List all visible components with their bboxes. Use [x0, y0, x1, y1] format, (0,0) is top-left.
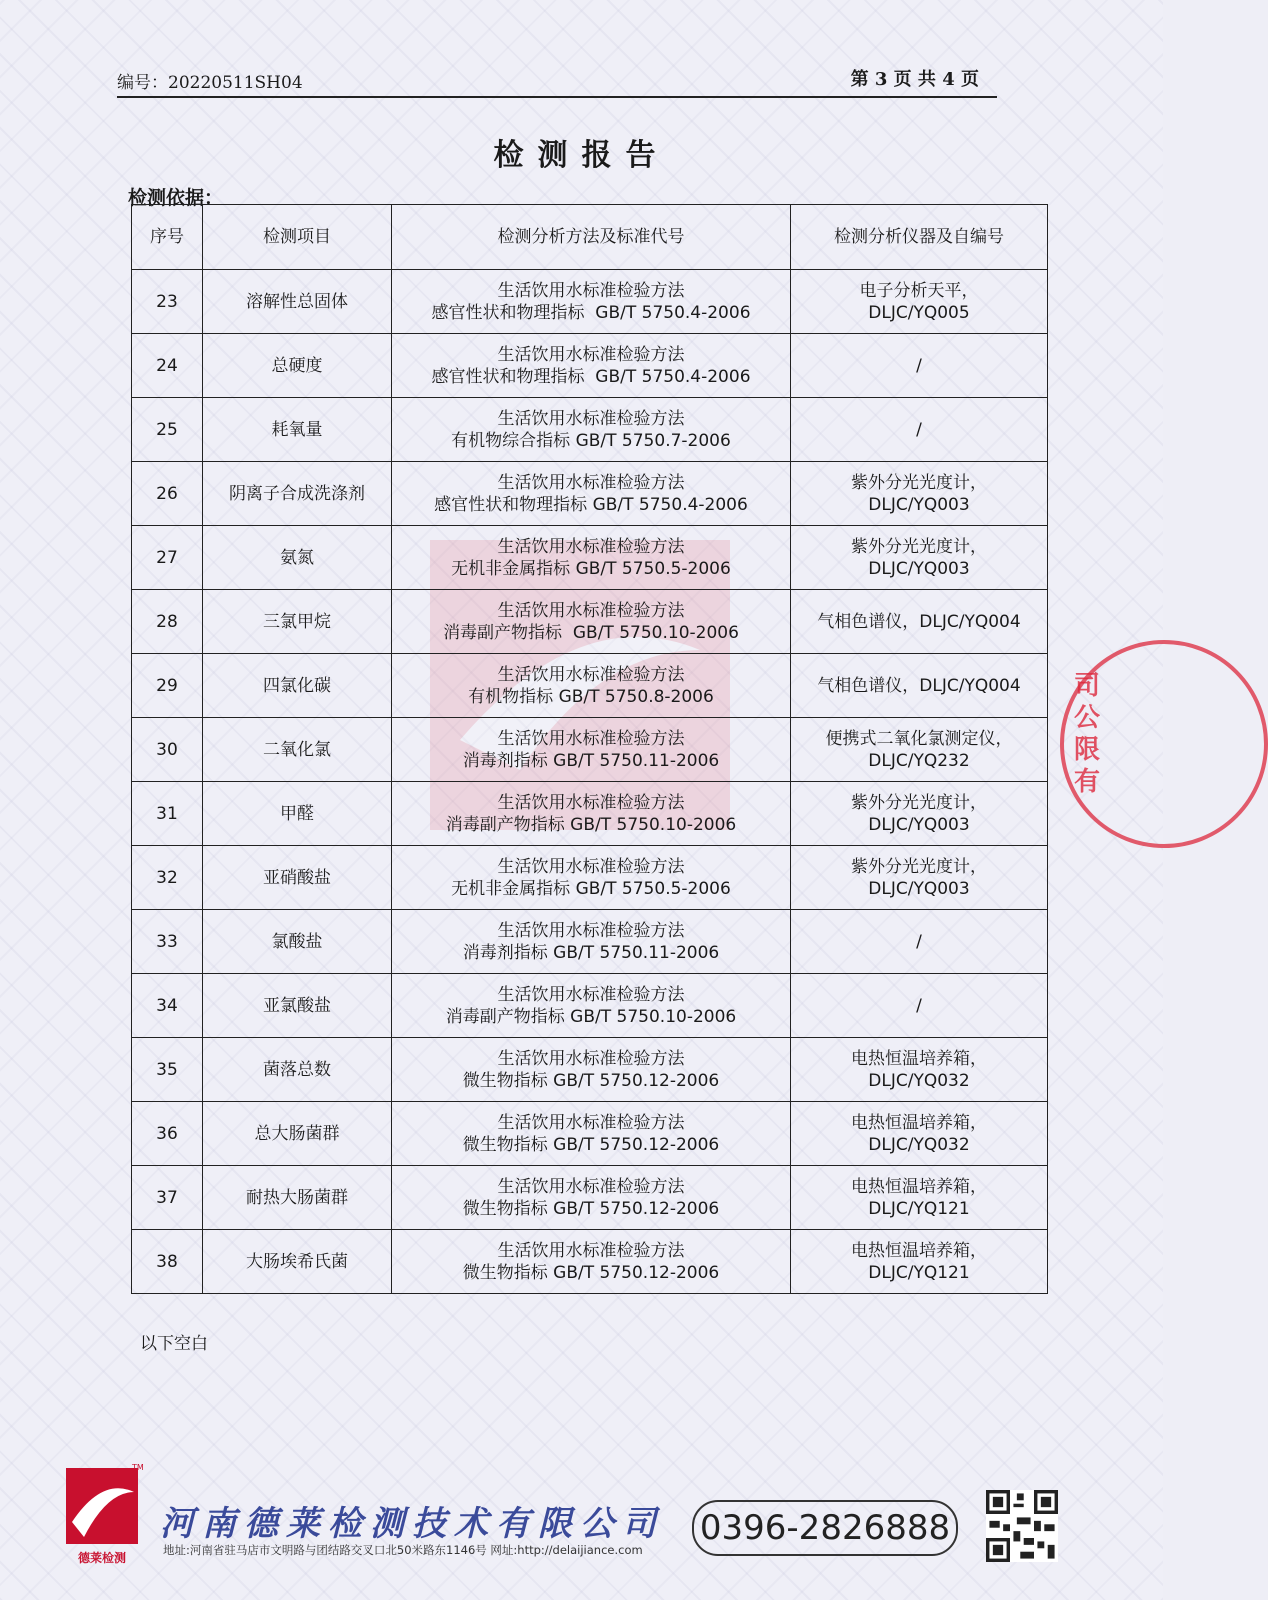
- method-line-1: 生活饮用水标准检验方法: [497, 728, 685, 749]
- company-stamp: [1060, 640, 1180, 840]
- method-line-1: 生活饮用水标准检验方法: [497, 984, 685, 1005]
- row-number: 26: [132, 462, 203, 526]
- method-line-1: 生活饮用水标准检验方法: [497, 856, 685, 877]
- method-line-1: 生活饮用水标准检验方法: [497, 1112, 685, 1133]
- table-header-row: [132, 205, 1048, 270]
- row-instrument: [791, 718, 1048, 782]
- instrument-line-1: 紫外分光光度计，: [851, 856, 987, 877]
- method-line-1: 生活饮用水标准检验方法: [497, 536, 685, 557]
- row-method: [392, 846, 791, 910]
- row-number: 29: [132, 654, 203, 718]
- row-item: 四氯化碳: [203, 654, 392, 718]
- row-instrument: [791, 526, 1048, 590]
- row-number: 27: [132, 526, 203, 590]
- method-line-2: 微生物指标 GB/T 5750.12-2006: [462, 1070, 720, 1091]
- method-line-2: 微生物指标 GB/T 5750.12-2006: [462, 1198, 720, 1219]
- method-line-2: 感官性状和物理指标 GB/T 5750.4-2006: [431, 366, 751, 387]
- table-row: [132, 398, 1048, 462]
- row-item: 总硬度: [203, 334, 392, 398]
- row-number: 38: [132, 1230, 203, 1294]
- row-item: 氯酸盐: [203, 910, 392, 974]
- delai-logo-icon: [62, 1462, 142, 1547]
- row-instrument: [791, 590, 1048, 654]
- method-line-2: 无机非金属指标 GB/T 5750.5-2006: [451, 878, 731, 899]
- test-basis-table: [131, 204, 1048, 1294]
- instrument-line-2: DLJC/YQ121: [868, 1198, 970, 1219]
- table-row: [132, 654, 1048, 718]
- method-line-1: 生活饮用水标准检验方法: [497, 1240, 685, 1261]
- method-line-1: 生活饮用水标准检验方法: [497, 1048, 685, 1069]
- instrument-line-1: /: [916, 995, 922, 1016]
- table-row: [132, 846, 1048, 910]
- method-line-1: 生活饮用水标准检验方法: [497, 344, 685, 365]
- header-item: 检测项目: [203, 205, 392, 270]
- row-method: [392, 718, 791, 782]
- row-number: 36: [132, 1102, 203, 1166]
- row-method: [392, 590, 791, 654]
- qr-code-icon: [986, 1490, 1058, 1562]
- row-method: [392, 526, 791, 590]
- report-title: 检测报告: [493, 138, 670, 173]
- method-line-2: 消毒副产物指标 GB/T 5750.10-2006: [443, 622, 739, 643]
- page-number: 第 3 页 共 4 页: [850, 69, 979, 90]
- row-number: 30: [132, 718, 203, 782]
- row-method: [392, 910, 791, 974]
- instrument-line-2: DLJC/YQ032: [868, 1070, 970, 1091]
- instrument-line-2: DLJC/YQ005: [868, 302, 970, 323]
- page-header: [117, 66, 997, 98]
- instrument-line-1: 紫外分光光度计，: [851, 472, 987, 493]
- table-body: [132, 270, 1048, 1294]
- instrument-line-2: DLJC/YQ003: [868, 558, 970, 579]
- row-number: 28: [132, 590, 203, 654]
- company-name: 河南德莱检测技术有限公司: [160, 1504, 664, 1544]
- instrument-line-1: 气相色谱仪，DLJC/YQ004: [817, 611, 1021, 632]
- row-number: 33: [132, 910, 203, 974]
- table-row: [132, 1038, 1048, 1102]
- stamp-text: 司公限有: [1074, 671, 1101, 797]
- method-line-1: 生活饮用水标准检验方法: [497, 408, 685, 429]
- instrument-line-1: 气相色谱仪，DLJC/YQ004: [817, 675, 1021, 696]
- instrument-line-1: 电子分析天平，: [859, 280, 979, 301]
- row-instrument: [791, 462, 1048, 526]
- row-method: [392, 270, 791, 334]
- row-instrument: [791, 1230, 1048, 1294]
- row-number: 34: [132, 974, 203, 1038]
- instrument-line-1: 便携式二氧化氯测定仪，: [825, 728, 1013, 749]
- header-method: 检测分析方法及标准代号: [392, 205, 791, 270]
- row-instrument: [791, 654, 1048, 718]
- company-phone: 0396-2826888: [692, 1500, 958, 1556]
- row-method: [392, 782, 791, 846]
- table-row: [132, 782, 1048, 846]
- method-line-2: 感官性状和物理指标 GB/T 5750.4-2006: [431, 302, 751, 323]
- instrument-line-1: 紫外分光光度计，: [851, 792, 987, 813]
- row-item: 溶解性总固体: [203, 270, 392, 334]
- table-row: [132, 462, 1048, 526]
- method-line-1: 生活饮用水标准检验方法: [497, 664, 685, 685]
- row-item: 菌落总数: [203, 1038, 392, 1102]
- row-item: 氨氮: [203, 526, 392, 590]
- instrument-line-2: DLJC/YQ032: [868, 1134, 970, 1155]
- row-instrument: [791, 398, 1048, 462]
- method-line-2: 有机物指标 GB/T 5750.8-2006: [468, 686, 714, 707]
- method-line-1: 生活饮用水标准检验方法: [497, 472, 685, 493]
- row-number: 32: [132, 846, 203, 910]
- method-line-2: 消毒剂指标 GB/T 5750.11-2006: [462, 750, 720, 771]
- row-method: [392, 974, 791, 1038]
- method-line-2: 微生物指标 GB/T 5750.12-2006: [462, 1262, 720, 1283]
- blank-note: 以下空白: [140, 1334, 208, 1354]
- row-item: 耐热大肠菌群: [203, 1166, 392, 1230]
- method-line-1: 生活饮用水标准检验方法: [497, 920, 685, 941]
- row-instrument: [791, 1038, 1048, 1102]
- row-number: 35: [132, 1038, 203, 1102]
- row-number: 25: [132, 398, 203, 462]
- instrument-line-1: 电热恒温培养箱，: [851, 1112, 987, 1133]
- instrument-line-1: 电热恒温培养箱，: [851, 1240, 987, 1261]
- row-number: 23: [132, 270, 203, 334]
- table-row: [132, 718, 1048, 782]
- row-instrument: [791, 974, 1048, 1038]
- row-instrument: [791, 910, 1048, 974]
- instrument-line-1: /: [916, 931, 922, 952]
- basis-label: 检测依据：: [128, 187, 224, 209]
- row-method: [392, 1102, 791, 1166]
- row-instrument: [791, 846, 1048, 910]
- row-number: 24: [132, 334, 203, 398]
- company-address: 地址:河南省驻马店市文明路与团结路交叉口北50米路东1146号 网址:http://delaijiance.com: [163, 1543, 643, 1557]
- method-line-1: 生活饮用水标准检验方法: [497, 792, 685, 813]
- method-line-2: 无机非金属指标 GB/T 5750.5-2006: [451, 558, 731, 579]
- instrument-line-1: 电热恒温培养箱，: [851, 1176, 987, 1197]
- row-method: [392, 398, 791, 462]
- row-item: 总大肠菌群: [203, 1102, 392, 1166]
- method-line-1: 生活饮用水标准检验方法: [497, 1176, 685, 1197]
- table-row: [132, 270, 1048, 334]
- row-method: [392, 1230, 791, 1294]
- header-no: 序号: [132, 205, 203, 270]
- footer-logo-label: 德莱检测: [77, 1551, 126, 1565]
- method-line-2: 感官性状和物理指标 GB/T 5750.4-2006: [434, 494, 748, 515]
- method-line-2: 消毒副产物指标 GB/T 5750.10-2006: [445, 1006, 737, 1027]
- row-method: [392, 1166, 791, 1230]
- row-instrument: [791, 1166, 1048, 1230]
- instrument-line-2: DLJC/YQ003: [868, 878, 970, 899]
- method-line-1: 生活饮用水标准检验方法: [497, 280, 685, 301]
- table-row: [132, 590, 1048, 654]
- instrument-line-1: 紫外分光光度计，: [851, 536, 987, 557]
- method-line-1: 生活饮用水标准检验方法: [497, 600, 685, 621]
- row-instrument: [791, 270, 1048, 334]
- instrument-line-2: DLJC/YQ232: [868, 750, 970, 771]
- method-line-2: 微生物指标 GB/T 5750.12-2006: [462, 1134, 720, 1155]
- table-row: [132, 974, 1048, 1038]
- row-number: 31: [132, 782, 203, 846]
- row-method: [392, 654, 791, 718]
- row-item: 亚氯酸盐: [203, 974, 392, 1038]
- row-item: 耗氧量: [203, 398, 392, 462]
- row-method: [392, 1038, 791, 1102]
- row-instrument: [791, 782, 1048, 846]
- table-row: [132, 1230, 1048, 1294]
- instrument-line-1: 电热恒温培养箱，: [851, 1048, 987, 1069]
- row-method: [392, 334, 791, 398]
- row-number: 37: [132, 1166, 203, 1230]
- table-row: [132, 526, 1048, 590]
- row-item: 大肠埃希氏菌: [203, 1230, 392, 1294]
- row-item: 三氯甲烷: [203, 590, 392, 654]
- svg-text:TM: TM: [132, 1463, 144, 1472]
- table-row: [132, 1102, 1048, 1166]
- row-item: 甲醛: [203, 782, 392, 846]
- instrument-line-2: DLJC/YQ003: [868, 814, 970, 835]
- method-line-2: 消毒副产物指标 GB/T 5750.10-2006: [445, 814, 737, 835]
- instrument-line-2: DLJC/YQ121: [868, 1262, 970, 1283]
- row-instrument: [791, 1102, 1048, 1166]
- table-row: [132, 910, 1048, 974]
- table-row: [132, 1166, 1048, 1230]
- row-item: 亚硝酸盐: [203, 846, 392, 910]
- method-line-2: 有机物综合指标 GB/T 5750.7-2006: [451, 430, 731, 451]
- instrument-line-1: /: [916, 355, 922, 376]
- instrument-line-2: DLJC/YQ003: [868, 494, 970, 515]
- row-instrument: [791, 334, 1048, 398]
- row-item: 阴离子合成洗涤剂: [203, 462, 392, 526]
- document-number: 编号：20220511SH04: [117, 73, 303, 93]
- row-method: [392, 462, 791, 526]
- instrument-line-1: /: [916, 419, 922, 440]
- header-instrument: 检测分析仪器及自编号: [791, 205, 1048, 270]
- table-row: [132, 334, 1048, 398]
- method-line-2: 消毒剂指标 GB/T 5750.11-2006: [462, 942, 720, 963]
- row-item: 二氧化氯: [203, 718, 392, 782]
